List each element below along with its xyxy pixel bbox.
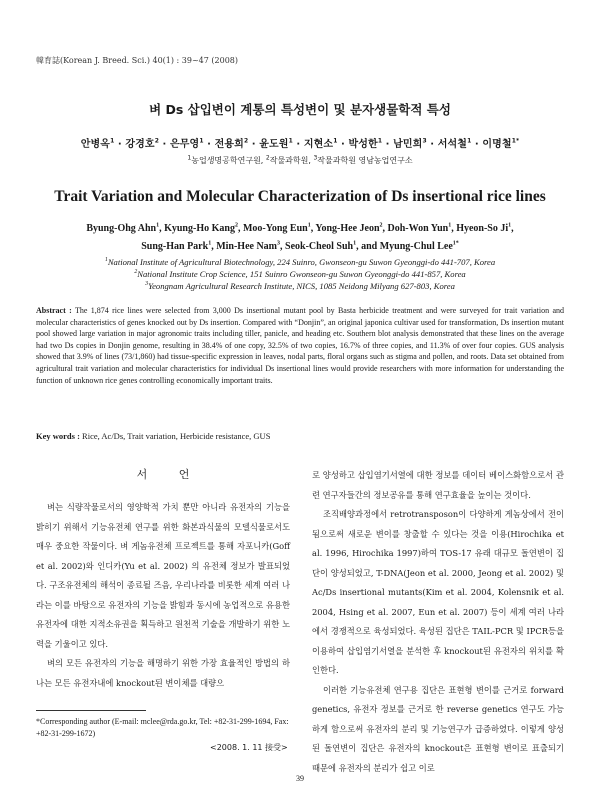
keywords xyxy=(36,431,564,441)
author-separator: · xyxy=(203,139,215,150)
author-name: Doh-Won Yun xyxy=(387,223,449,234)
author-separator: , xyxy=(280,241,286,252)
affiliation-marker: 1 xyxy=(353,240,357,247)
affiliation-marker: 1 xyxy=(307,222,311,229)
affiliation-marker: 1 xyxy=(187,154,192,162)
author-separator: , xyxy=(382,223,388,234)
english-title: Trait Variation and Molecular Characterization of Ds insertional rice lines xyxy=(54,188,546,205)
korean-title: 벼 Ds 삽입변이 계통의 특성변이 및 분자생물학적 특성 xyxy=(149,102,451,117)
affiliation-text: Yeongnam Agricultural Research Institute, NICS, 1085 Neidong Milyang 627-803, Korea xyxy=(148,281,455,291)
intro-paragraph: 로 양성하고 삽입염기서열에 대한 정보를 데이터 베이스화함으로서 관련 연구자들간의 정보공유를 통해 연구효율을 높이는 것이다. xyxy=(312,470,564,500)
affiliation-marker: 1 xyxy=(377,137,383,145)
affiliation-marker: 3 xyxy=(422,137,427,145)
author-name: 박성한 xyxy=(348,139,378,150)
author-name: Byung-Ohg Ahn xyxy=(86,223,157,234)
affiliation-marker: 1 xyxy=(508,222,512,229)
author-name: Sung-Han Park xyxy=(141,241,209,252)
affiliation-marker: 1 xyxy=(110,137,115,145)
running-head: 韓育誌(Korean J. Breed. Sci.) 40(1) : 39~47 (2008) xyxy=(36,56,238,65)
author-name: Myung-Chul Lee xyxy=(379,241,453,252)
affiliation-text: 작물과학원, xyxy=(269,156,314,165)
author-name: 강경호 xyxy=(125,139,155,150)
author-separator: , xyxy=(211,241,217,252)
affiliation-marker: 1 xyxy=(333,137,338,145)
author-name: Seok-Cheol Suh xyxy=(285,241,354,252)
affiliation-marker: 2 xyxy=(234,222,238,229)
affiliation-marker: 1 xyxy=(199,137,204,145)
author-separator: , xyxy=(159,223,165,234)
author-separator: · xyxy=(292,139,304,150)
affiliation-marker: 1* xyxy=(452,240,459,247)
affiliation-marker: 1 xyxy=(156,222,160,229)
affiliation-marker: 1 xyxy=(208,240,212,247)
author-name: 남민희 xyxy=(393,139,423,150)
english-authors-line-1 xyxy=(40,220,560,238)
page-number: 39 xyxy=(296,774,304,783)
author-separator: · xyxy=(114,139,126,150)
author-name: Moo-Yong Eun xyxy=(242,223,308,234)
author-name: Hyeon-So Ji xyxy=(456,223,509,234)
intro-paragraph: 이러한 기능유전체 연구용 집단은 표현형 변이를 근거로 forward genetics, 유전자 정보를 근거로 한 reverse genetics 연구도 가능하게 함으로써 유전자의 분리 및 기능연구가 급증하였다. 이렇게 양성된 돌연변이 집단은 유전자의 knockout은 표현형 변이로 표출되기 때문에 유전자의 분리가 쉽고 이로 xyxy=(312,684,564,773)
author-separator: , xyxy=(451,223,457,234)
author-separator: , xyxy=(237,223,243,234)
author-separator: · xyxy=(158,139,171,150)
author-name: 은무영 xyxy=(170,139,200,150)
author-separator: , and xyxy=(356,241,380,252)
affiliation-marker: 3 xyxy=(277,240,281,247)
author-name: 지현소 xyxy=(303,139,334,150)
affiliation-marker: 3 xyxy=(313,154,318,162)
affiliation-line xyxy=(40,256,560,268)
author-name: 윤도원 xyxy=(259,139,289,150)
author-separator: , xyxy=(511,223,514,234)
korean-authors xyxy=(0,135,600,150)
footnote-divider xyxy=(36,710,146,711)
english-affiliations xyxy=(40,256,560,292)
affiliation-marker: 3 xyxy=(145,281,149,288)
affiliation-marker: 2 xyxy=(379,222,383,229)
author-name: 이명철 xyxy=(482,139,512,150)
section-heading: 서 언 xyxy=(136,468,204,481)
author-separator: , xyxy=(310,223,316,234)
affiliation-marker: 1 xyxy=(104,257,108,264)
english-authors-line-2 xyxy=(40,238,560,256)
abstract xyxy=(36,305,564,386)
affiliation-text: National Institute of Agricultural Biotechnology, 224 Suinro, Gwonseon-gu Suwon Gyeonggi-do 441-707, Korea xyxy=(107,257,496,267)
affiliation-marker: 1* xyxy=(511,137,520,145)
affiliation-marker: 2 xyxy=(243,137,249,145)
affiliation-marker: 1 xyxy=(467,137,472,145)
intro-paragraph: 벼의 모든 유전자의 기능을 해명하기 위한 가장 효율적인 방법의 하나는 모든 유전자내에 knockout된 변이체를 대량으 xyxy=(36,658,290,688)
abstract-label: Abstract : xyxy=(36,306,72,315)
keywords-text: Rice, Ac/Ds, Trait variation, Herbicide resistance, GUS xyxy=(82,431,271,441)
author-separator: · xyxy=(337,139,349,150)
keywords-label: Key words : xyxy=(36,431,80,441)
right-column xyxy=(312,466,564,778)
left-column xyxy=(36,466,290,693)
author-name: Yong-Hee Jeon xyxy=(315,223,380,234)
corresponding-author-footnote: *Corresponding author (E-mail: mclee@rda.go.kr, Tel: +82-31-299-1694, Fax: +82-31-299-1672) xyxy=(36,717,289,738)
affiliation-text: 작물과학원 영남농업연구소 xyxy=(317,156,413,165)
affiliation-marker: 2 xyxy=(154,137,159,145)
author-separator: · xyxy=(471,139,483,150)
intro-paragraph: 벼는 식량작물로서의 영양학적 가치 뿐만 아니라 유전자의 기능을 밝히기 위해서 기능유전체 연구를 위한 화본과식물의 모델식물로서도 매우 중요한 작물이다. 벼 게놈유전체 프로젝트를 통해 자포니카(Goff et al. 2002)와 인디카(Yu et al. 2002) 의 유전체 정보가 발표되었다. 구조유전체의 해석이 종료될 즈음, 우리나라를 비롯한 세계 여러 나라는 이를 바탕으로 유전자의 기능을 밝힘과 동시에 농업적으로 유용한 유전자에 대한 지적소유권을 획득하고 원천적 기술을 개발하기 위한 노력을 기울이고 있다. xyxy=(36,502,290,649)
affiliation-marker: 1 xyxy=(448,222,452,229)
affiliation-line xyxy=(40,268,560,280)
author-name: Kyung-Ho Kang xyxy=(164,223,235,234)
affiliation-text: National Institute Crop Science, 151 Suinro Gwonseon-gu Suwon Gyeonggi-do 441-857, Korea xyxy=(137,269,466,279)
author-name: 서석철 xyxy=(437,139,468,150)
affiliation-text: 농업생명공학연구원, xyxy=(191,156,266,165)
author-name: 전용희 xyxy=(214,139,244,150)
korean-affiliations xyxy=(0,155,600,166)
affiliation-marker: 1 xyxy=(288,137,293,145)
author-separator: · xyxy=(248,139,260,150)
affiliation-marker: 2 xyxy=(134,269,138,276)
abstract-text: The 1,874 rice lines were selected from 3,000 Ds insertional mutant pool by Basta herbicide treatment and were surveyed for trait variation and molecular characteristics of genes knocked out by Ds insertion. Compared with “Donjin”, an original japonica cultivar used for transformation, Ds insertion mutant pool showed large variation in major agronomic traits including tiller, panicle, and heading etc. Southern blot analysis demonstrated that these lines on the average had two Ds copies in Donjin genome, resulting in 38.4% of one copy, 32.5% of two copies, 16.7% of three copies, and 11.3% of over four copies. GUS analysis showed that 3.9% of lines (73/1,860) had tissue-specific expression in leaves, nodal parts, floral organs such as stigma and pollen, and roots. Data set obtained from agricultural trait variation and molecular characteristics for individual Ds insertional lines would provide researchers with more information for understanding the function of unknown rice genes controlling economically important traits. xyxy=(36,306,564,385)
author-separator: · xyxy=(382,139,394,150)
author-name: Min-Hee Nam xyxy=(216,241,278,252)
author-name: 안병옥 xyxy=(80,139,111,150)
english-authors xyxy=(40,220,560,256)
affiliation-marker: 2 xyxy=(265,154,270,162)
author-separator: · xyxy=(426,139,438,150)
intro-paragraph: 조직배양과정에서 retrotransposon이 다양하게 게놈상에서 전이됨으로써 새로운 변이를 창출할 수 있다는 것을 이용(Hirochika et al. 1996, Hirochika 1997)하여 TOS-17 유래 대규모 돌연변이 집단이 양성되었고, T-DNA(Jeon et al. 2000, Jeong et al. 2002) 및 Ac/Ds insertional mutants(Kim et al. 2004, Kolensnik et al. 2004, Hsing et al. 2007, Eun et al. 2007) 등이 세계 여러 나라에서 경쟁적으로 육성되었다. 육성된 집단은 TAIL-PCR 및 IPCR등을 이용하여 삽입염기서열을 분석한 후 knockout된 유전자의 위치를 확인한다. xyxy=(312,509,564,675)
affiliation-line xyxy=(40,280,560,292)
received-date: <2008. 1. 11 接受> xyxy=(210,743,288,752)
